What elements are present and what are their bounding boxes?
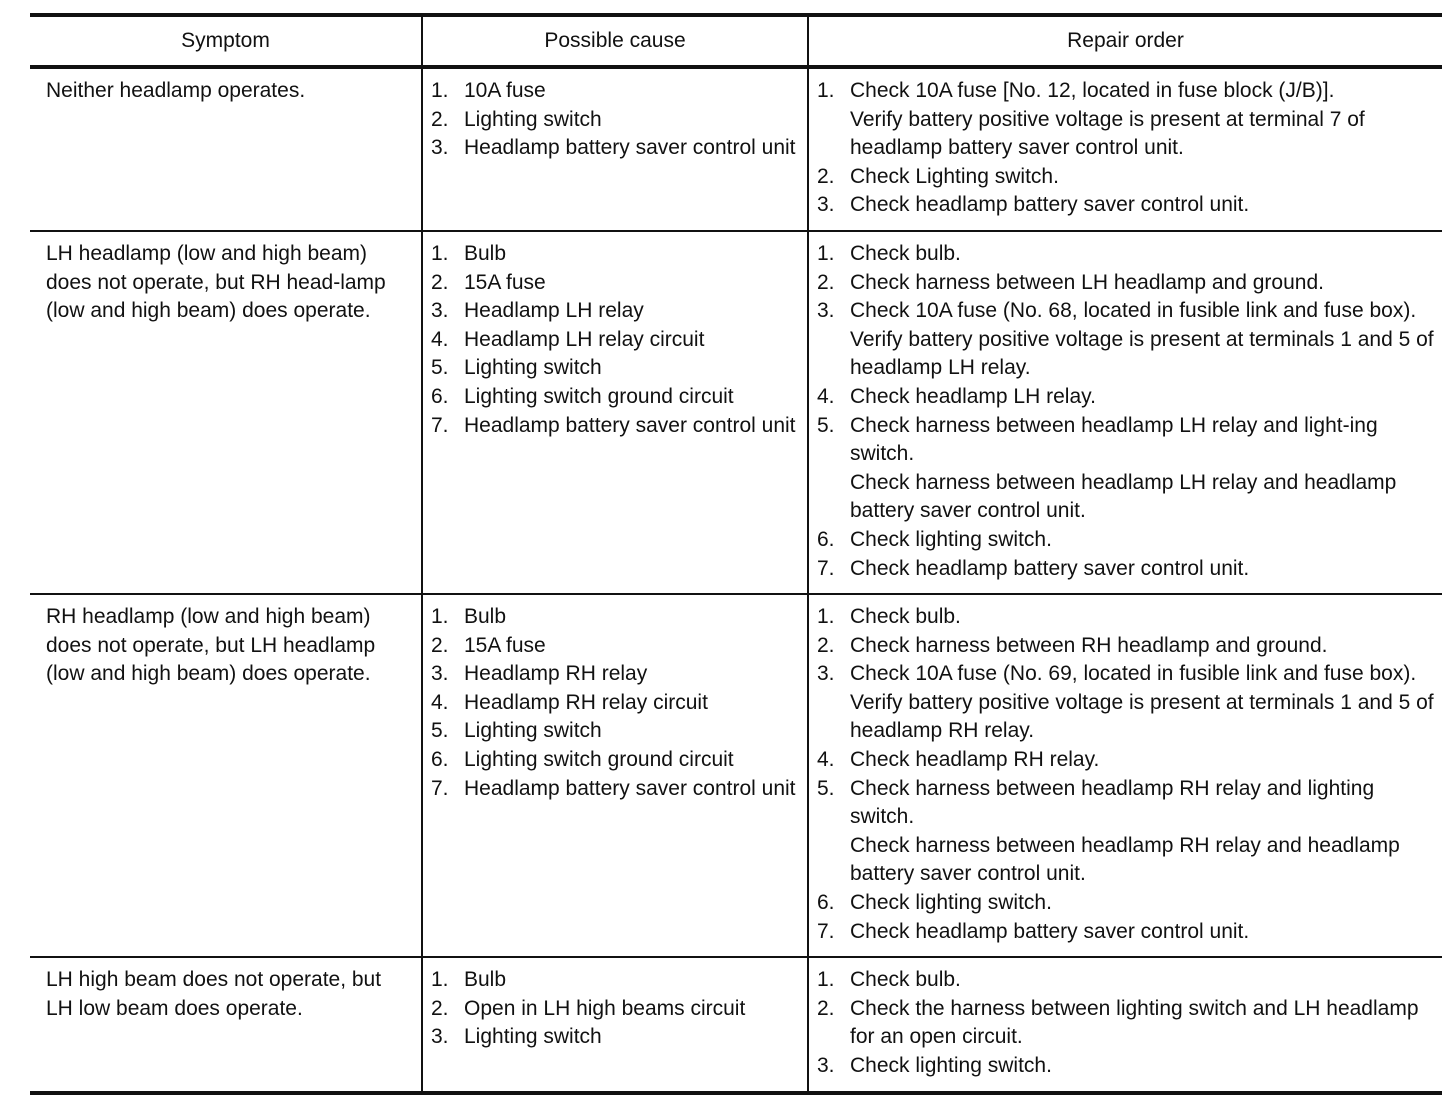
item-line: Bulb xyxy=(464,605,507,629)
list-item xyxy=(431,134,799,163)
item-number: 2. xyxy=(817,996,835,1020)
item-text xyxy=(464,632,799,661)
item-line: Check headlamp battery saver control unit. xyxy=(850,919,1250,943)
list-item xyxy=(817,240,1434,269)
item-line: Check headlamp battery saver control unit. xyxy=(850,193,1250,217)
item-line: Lighting switch xyxy=(464,719,602,743)
table-row xyxy=(30,957,1442,1092)
item-text xyxy=(464,354,799,383)
item-text xyxy=(850,297,1434,383)
header-row xyxy=(30,15,1442,67)
item-line: Headlamp RH relay xyxy=(464,662,648,686)
item-number: 2. xyxy=(431,996,449,1020)
item-line: Check harness between RH headlamp and ground. xyxy=(850,633,1328,657)
item-line: Lighting switch xyxy=(464,356,602,380)
item-line: Check lighting switch. xyxy=(850,891,1052,915)
list-item xyxy=(431,269,799,298)
list-item xyxy=(431,383,799,412)
list-item xyxy=(817,526,1434,555)
item-number: 6. xyxy=(431,748,449,772)
item-text xyxy=(464,383,799,412)
item-text xyxy=(850,163,1434,192)
list-item xyxy=(431,603,799,632)
item-line: Headlamp battery saver control unit xyxy=(464,136,796,160)
item-line: Check harness between headlamp LH relay and headlamp battery saver control unit. xyxy=(850,470,1397,523)
item-line: Check 10A fuse [No. 12, located in fuse block (J/B)]. xyxy=(850,79,1335,102)
item-line: Headlamp LH relay circuit xyxy=(464,327,705,351)
item-text xyxy=(464,603,799,632)
item-text xyxy=(850,660,1434,746)
item-text xyxy=(464,746,799,775)
item-line: Check harness between headlamp RH relay and lighting switch. xyxy=(850,776,1375,829)
list-item xyxy=(431,966,799,995)
list-item xyxy=(431,632,799,661)
item-text xyxy=(850,240,1434,269)
possible-cause-cell xyxy=(422,67,808,231)
item-line: Check 10A fuse (No. 68, located in fusible link and fuse box). Verify battery positive voltage is present at terminals 1 and 5 of headlamp LH relay. xyxy=(850,299,1434,380)
list-item xyxy=(817,412,1434,526)
table-row xyxy=(30,594,1442,957)
item-text xyxy=(464,966,799,995)
item-number: 7. xyxy=(431,413,449,437)
item-text xyxy=(464,689,799,718)
item-text xyxy=(464,240,799,269)
item-line: 15A fuse xyxy=(464,633,546,657)
item-text xyxy=(850,889,1434,918)
list-item xyxy=(431,1023,799,1052)
list-item xyxy=(817,603,1434,632)
item-number: 3. xyxy=(817,1054,835,1077)
list-item xyxy=(431,717,799,746)
list-item xyxy=(817,77,1434,163)
item-line: Lighting switch xyxy=(464,1025,602,1049)
list-item xyxy=(431,326,799,355)
diagnosis-table xyxy=(30,13,1442,1095)
list-item xyxy=(431,412,799,441)
item-text xyxy=(464,412,799,441)
possible-cause-cell xyxy=(422,594,808,957)
list-item xyxy=(817,746,1434,775)
list-item xyxy=(431,354,799,383)
item-text xyxy=(464,660,799,689)
item-number: 4. xyxy=(431,327,449,351)
item-text xyxy=(464,775,799,804)
item-text xyxy=(850,1052,1434,1081)
item-line: Bulb xyxy=(464,241,507,265)
item-number: 7. xyxy=(817,556,835,580)
symptom-cell: LH headlamp (low and high beam) does not operate, but RH head-lamp (low and high beam) does operate. xyxy=(46,241,386,323)
item-number: 5. xyxy=(817,413,835,437)
list-item xyxy=(431,995,799,1024)
possible-cause-cell xyxy=(422,957,808,1092)
repair-order-cell xyxy=(808,67,1442,231)
symptom-cell: RH headlamp (low and high beam) does not operate, but LH headlamp (low and high beam) does operate. xyxy=(46,605,376,686)
item-number: 3. xyxy=(431,1025,449,1049)
table-body xyxy=(30,67,1442,1093)
repair-order-list xyxy=(817,603,1434,946)
list-item xyxy=(431,775,799,804)
item-number: 7. xyxy=(431,776,449,800)
repair-order-list xyxy=(817,77,1434,220)
diagnosis-document xyxy=(30,13,1442,1095)
table-row xyxy=(30,231,1442,594)
item-number: 6. xyxy=(817,527,835,551)
item-number: 7. xyxy=(817,919,835,943)
item-line: Check the harness between lighting switch and LH headlamp for an open circuit. xyxy=(850,996,1419,1049)
possible-cause-list xyxy=(431,966,799,1052)
list-item xyxy=(817,191,1434,220)
list-item xyxy=(817,1052,1434,1081)
possible-cause-list xyxy=(431,240,799,440)
item-number: 1. xyxy=(817,241,835,265)
item-text xyxy=(850,966,1434,995)
item-number: 5. xyxy=(431,719,449,743)
repair-order-cell xyxy=(808,231,1442,594)
item-line: Check headlamp RH relay. xyxy=(850,748,1100,772)
item-line: Headlamp battery saver control unit xyxy=(464,776,796,800)
item-number: 2. xyxy=(817,164,835,188)
item-text xyxy=(464,134,799,163)
item-number: 5. xyxy=(817,776,835,800)
item-number: 2. xyxy=(431,633,449,657)
item-number: 4. xyxy=(431,690,449,714)
item-line: Headlamp RH relay circuit xyxy=(464,690,708,714)
list-item xyxy=(431,297,799,326)
item-line: Check harness between LH headlamp and ground. xyxy=(850,270,1324,294)
item-text xyxy=(464,106,799,135)
item-number: 1. xyxy=(817,605,835,629)
item-line: Open in LH high beams circuit xyxy=(464,996,746,1020)
list-item xyxy=(817,555,1434,584)
item-text xyxy=(850,632,1434,661)
item-text xyxy=(464,995,799,1024)
symptom-cell: LH high beam does not operate, but LH low beam does operate. xyxy=(46,968,382,1020)
item-number: 3. xyxy=(431,299,449,323)
item-number: 4. xyxy=(817,384,835,408)
item-line: Check headlamp battery saver control unit. xyxy=(850,556,1250,580)
item-number: 4. xyxy=(817,748,835,772)
possible-cause-list xyxy=(431,603,799,803)
item-text xyxy=(850,995,1434,1052)
list-item xyxy=(817,163,1434,192)
item-number: 2. xyxy=(817,270,835,294)
list-item xyxy=(817,995,1434,1052)
item-text xyxy=(850,526,1434,555)
repair-order-cell xyxy=(808,957,1442,1092)
header-symptom: Symptom xyxy=(181,28,270,52)
header-possible-cause: Possible cause xyxy=(422,15,808,67)
item-text xyxy=(850,191,1434,220)
item-text xyxy=(850,746,1434,775)
repair-order-list xyxy=(817,966,1434,1080)
repair-order-list xyxy=(817,240,1434,583)
item-text xyxy=(850,269,1434,298)
item-line: 10A fuse xyxy=(464,79,546,102)
item-text xyxy=(464,717,799,746)
item-line: Verify battery positive voltage is present at terminal 7 of headlamp battery saver control unit. xyxy=(850,107,1365,160)
list-item xyxy=(817,383,1434,412)
symptom-cell: Neither headlamp operates. xyxy=(46,79,306,102)
item-line: Bulb xyxy=(464,968,507,992)
list-item xyxy=(817,889,1434,918)
item-line: Check harness between headlamp LH relay and light-ing switch. xyxy=(850,413,1378,466)
list-item xyxy=(817,632,1434,661)
list-item xyxy=(817,297,1434,383)
item-number: 3. xyxy=(431,136,449,160)
item-number: 5. xyxy=(431,356,449,380)
list-item xyxy=(431,106,799,135)
list-item xyxy=(431,689,799,718)
item-text xyxy=(850,412,1434,526)
item-number: 1. xyxy=(817,968,835,992)
item-line: Lighting switch ground circuit xyxy=(464,748,734,772)
item-text xyxy=(850,77,1434,163)
item-number: 3. xyxy=(817,662,835,686)
item-line: Check bulb. xyxy=(850,241,961,265)
item-text xyxy=(850,383,1434,412)
list-item xyxy=(817,269,1434,298)
header-repair-order: Repair order xyxy=(808,15,1442,67)
item-text xyxy=(464,297,799,326)
item-number: 3. xyxy=(817,299,835,323)
possible-cause-cell xyxy=(422,231,808,594)
list-item xyxy=(817,660,1434,746)
list-item xyxy=(431,746,799,775)
item-number: 3. xyxy=(817,193,835,217)
item-line: 15A fuse xyxy=(464,270,546,294)
list-item xyxy=(817,775,1434,889)
item-line: Check harness between headlamp RH relay and headlamp battery saver control unit. xyxy=(850,833,1400,886)
table-row xyxy=(30,67,1442,231)
item-text xyxy=(850,555,1434,584)
possible-cause-list xyxy=(431,77,799,163)
item-text xyxy=(464,269,799,298)
repair-order-cell xyxy=(808,594,1442,957)
item-line: Lighting switch xyxy=(464,107,602,131)
table-header xyxy=(30,15,1442,67)
item-line: Check Lighting switch. xyxy=(850,164,1059,188)
item-number: 6. xyxy=(431,384,449,408)
item-line: Check 10A fuse (No. 69, located in fusible link and fuse box). Verify battery positive voltage is present at terminals 1 and 5 of headlamp RH relay. xyxy=(850,662,1434,743)
item-text xyxy=(850,603,1434,632)
item-number: 3. xyxy=(431,662,449,686)
item-number: 6. xyxy=(817,891,835,915)
item-number: 1. xyxy=(431,968,449,992)
list-item xyxy=(431,660,799,689)
item-number: 2. xyxy=(817,633,835,657)
item-line: Headlamp LH relay xyxy=(464,299,644,323)
item-line: Check lighting switch. xyxy=(850,1054,1052,1077)
item-text xyxy=(464,1023,799,1052)
list-item xyxy=(817,966,1434,995)
item-line: Lighting switch ground circuit xyxy=(464,384,734,408)
item-text xyxy=(464,77,799,106)
item-number: 1. xyxy=(817,79,835,102)
item-line: Check headlamp LH relay. xyxy=(850,384,1096,408)
item-number: 1. xyxy=(431,241,449,265)
item-line: Check bulb. xyxy=(850,605,961,629)
item-text xyxy=(464,326,799,355)
item-text xyxy=(850,775,1434,889)
list-item xyxy=(817,918,1434,947)
item-line: Check bulb. xyxy=(850,968,961,992)
item-number: 2. xyxy=(431,270,449,294)
item-text xyxy=(850,918,1434,947)
item-number: 2. xyxy=(431,107,449,131)
list-item xyxy=(431,77,799,106)
item-line: Check lighting switch. xyxy=(850,527,1052,551)
list-item xyxy=(431,240,799,269)
item-number: 1. xyxy=(431,605,449,629)
item-number: 1. xyxy=(431,79,449,102)
item-line: Headlamp battery saver control unit xyxy=(464,413,796,437)
